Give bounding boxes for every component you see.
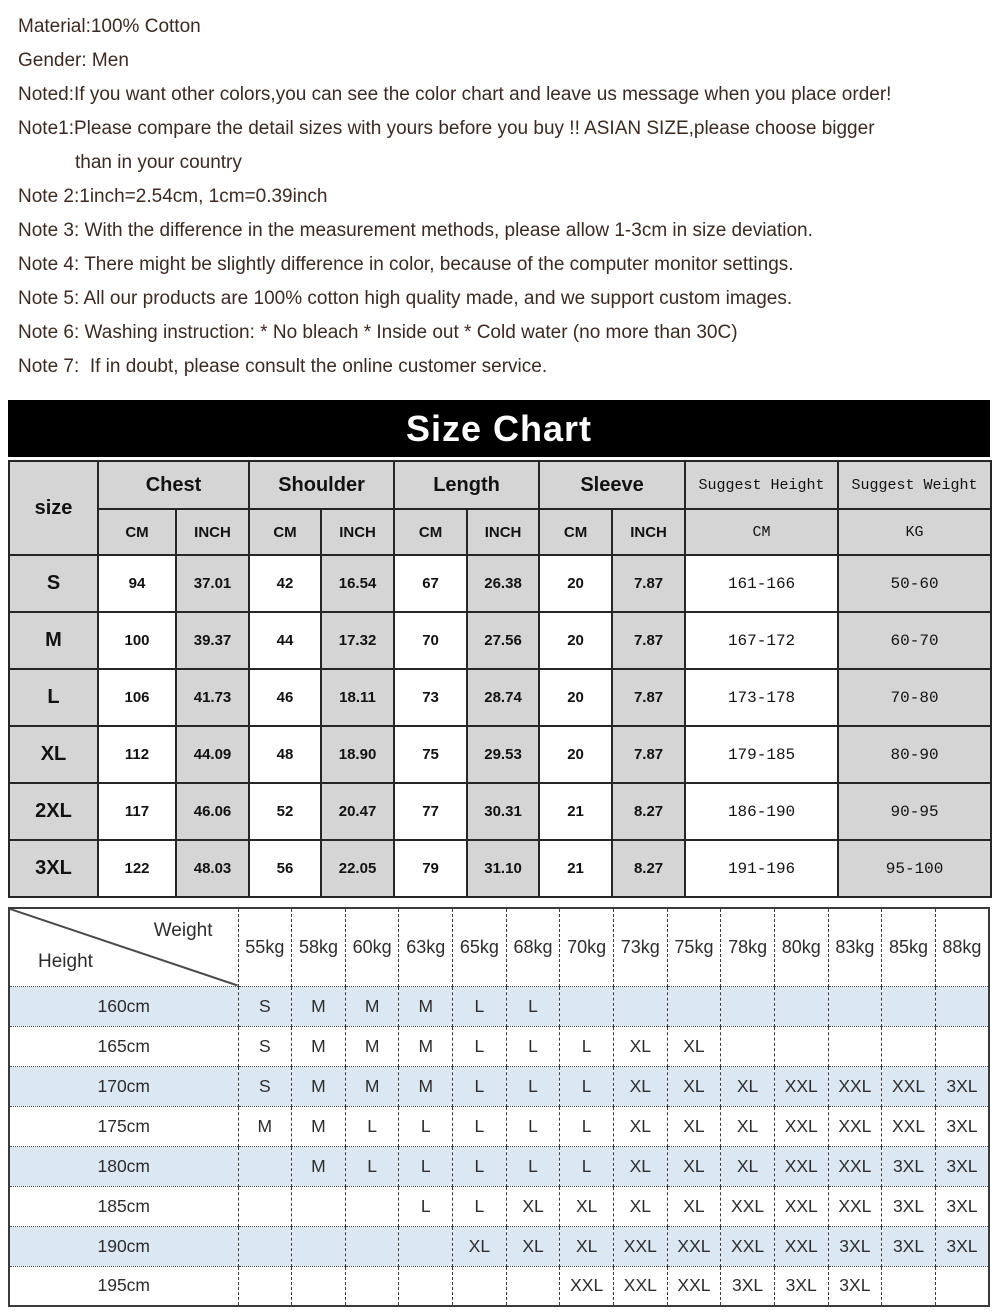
shoulder-inch-header: INCH xyxy=(321,509,394,555)
size-recommendation-cell xyxy=(292,1226,346,1266)
note-1: Note1:Please compare the detail sizes with yours before you buy !! ASIAN SIZE,please choose bigger xyxy=(18,118,875,139)
cm-value-cell: 112 xyxy=(98,726,176,783)
cm-value-cell: 20 xyxy=(539,726,612,783)
size-recommendation-cell xyxy=(238,1186,292,1226)
note-1-continued: than in your country xyxy=(75,152,242,173)
size-recommendation-cell: S xyxy=(238,1066,292,1106)
inch-value-cell: 8.27 xyxy=(612,840,685,897)
suggest-height-cell: 191-196 xyxy=(685,840,838,897)
size-recommendation-cell xyxy=(238,1146,292,1186)
inch-value-cell: 39.37 xyxy=(176,612,249,669)
inch-value-cell: 46.06 xyxy=(176,783,249,840)
size-recommendation-cell: 3XL xyxy=(828,1266,882,1306)
inch-value-cell: 29.53 xyxy=(467,726,539,783)
size-recommendation-cell: XXL xyxy=(882,1066,936,1106)
size-recommendation-cell: XL xyxy=(560,1186,614,1226)
height-weight-row xyxy=(9,1026,989,1066)
height-cell: 195cm xyxy=(9,1266,238,1306)
cm-value-cell: 20 xyxy=(539,612,612,669)
size-recommendation-cell xyxy=(613,986,667,1026)
size-recommendation-cell xyxy=(667,986,721,1026)
weight-header: 83kg xyxy=(828,908,882,986)
size-chart-row xyxy=(9,555,991,612)
size-recommendation-cell: XL xyxy=(613,1026,667,1066)
inch-value-cell: 30.31 xyxy=(467,783,539,840)
weight-header: 55kg xyxy=(238,908,292,986)
size-recommendation-cell: XXL xyxy=(774,1066,828,1106)
size-recommendation-cell xyxy=(882,1026,936,1066)
note-colors: Noted:If you want other colors,you can see the color chart and leave us message when you place order! xyxy=(18,84,892,105)
size-recommendation-cell: 3XL xyxy=(935,1106,989,1146)
size-recommendation-cell: L xyxy=(345,1146,399,1186)
inch-value-cell: 48.03 xyxy=(176,840,249,897)
size-recommendation-cell: L xyxy=(506,1146,560,1186)
size-recommendation-cell: XXL xyxy=(721,1226,775,1266)
height-weight-row xyxy=(9,986,989,1026)
note-4: Note 4: There might be slightly difference in color, because of the computer monitor settings. xyxy=(18,254,794,275)
size-recommendation-cell: XXL xyxy=(828,1186,882,1226)
height-weight-row xyxy=(9,1266,989,1306)
suggest-height-cell: 167-172 xyxy=(685,612,838,669)
weight-header: 78kg xyxy=(721,908,775,986)
height-cell: 165cm xyxy=(9,1026,238,1066)
height-weight-row xyxy=(9,1146,989,1186)
note-6: Note 6: Washing instruction: * No bleach * Inside out * Cold water (no more than 30C) xyxy=(18,322,738,343)
cm-value-cell: 75 xyxy=(394,726,467,783)
size-recommendation-cell: L xyxy=(560,1066,614,1106)
height-weight-body xyxy=(9,986,989,1306)
size-recommendation-cell xyxy=(882,1266,936,1306)
inch-value-cell: 28.74 xyxy=(467,669,539,726)
sleeve-inch-header: INCH xyxy=(612,509,685,555)
height-cell: 180cm xyxy=(9,1146,238,1186)
size-recommendation-cell: XXL xyxy=(667,1266,721,1306)
suggest-weight-cell: 95-100 xyxy=(838,840,991,897)
note-material: Material:100% Cotton xyxy=(18,16,201,37)
size-recommendation-cell: XL xyxy=(721,1146,775,1186)
height-cell: 175cm xyxy=(9,1106,238,1146)
size-recommendation-cell: M xyxy=(292,986,346,1026)
sleeve-header: Sleeve xyxy=(539,461,685,509)
chest-inch-header: INCH xyxy=(176,509,249,555)
inch-value-cell: 7.87 xyxy=(612,726,685,783)
height-cell: 185cm xyxy=(9,1186,238,1226)
cm-value-cell: 70 xyxy=(394,612,467,669)
suggest-height-cell: 173-178 xyxy=(685,669,838,726)
weight-header: 60kg xyxy=(345,908,399,986)
size-chart-row xyxy=(9,612,991,669)
height-weight-row xyxy=(9,1186,989,1226)
weight-header-row xyxy=(9,908,989,986)
size-recommendation-cell: M xyxy=(399,986,453,1026)
cm-value-cell: 20 xyxy=(539,669,612,726)
size-recommendation-cell: L xyxy=(506,1066,560,1106)
weight-header: 85kg xyxy=(882,908,936,986)
size-recommendation-cell xyxy=(345,1226,399,1266)
size-recommendation-cell: L xyxy=(345,1106,399,1146)
inch-value-cell: 37.01 xyxy=(176,555,249,612)
weight-axis-label: Weight xyxy=(153,920,213,941)
size-recommendation-cell: XL xyxy=(506,1226,560,1266)
inch-value-cell: 27.56 xyxy=(467,612,539,669)
size-recommendation-cell xyxy=(935,1266,989,1306)
size-recommendation-cell: L xyxy=(399,1106,453,1146)
size-recommendation-cell: M xyxy=(292,1106,346,1146)
size-recommendation-cell xyxy=(774,1026,828,1066)
size-recommendation-cell: XL xyxy=(506,1186,560,1226)
size-chart-row xyxy=(9,783,991,840)
size-chart-row xyxy=(9,840,991,897)
size-recommendation-cell: L xyxy=(453,1186,507,1226)
weight-header: 65kg xyxy=(453,908,507,986)
weight-header: 70kg xyxy=(560,908,614,986)
suggest-height-cell: 186-190 xyxy=(685,783,838,840)
height-axis-label: Height xyxy=(38,950,93,972)
size-recommendation-cell: XXL xyxy=(774,1106,828,1146)
size-chart-section xyxy=(8,400,990,898)
height-cell: 170cm xyxy=(9,1066,238,1106)
suggest-weight-cell: 70-80 xyxy=(838,669,991,726)
size-recommendation-cell xyxy=(399,1226,453,1266)
size-recommendation-cell: 3XL xyxy=(935,1186,989,1226)
size-chart-row xyxy=(9,726,991,783)
size-recommendation-cell: XXL xyxy=(882,1106,936,1146)
weight-header: 80kg xyxy=(774,908,828,986)
size-recommendation-cell xyxy=(453,1266,507,1306)
size-recommendation-cell: M xyxy=(345,986,399,1026)
size-recommendation-cell: L xyxy=(506,1106,560,1146)
weight-header: 68kg xyxy=(506,908,560,986)
size-cell: S xyxy=(9,555,98,612)
inch-value-cell: 7.87 xyxy=(612,669,685,726)
size-recommendation-cell: M xyxy=(399,1026,453,1066)
size-chart-body xyxy=(9,555,991,897)
cm-value-cell: 67 xyxy=(394,555,467,612)
height-cell: 190cm xyxy=(9,1226,238,1266)
note-3: Note 3: With the difference in the measurement methods, please allow 1-3cm in size deviation. xyxy=(18,220,813,241)
inch-value-cell: 7.87 xyxy=(612,555,685,612)
size-recommendation-cell: M xyxy=(292,1026,346,1066)
suggest-weight-cell: 60-70 xyxy=(838,612,991,669)
size-chart-title: Size Chart xyxy=(405,407,593,449)
size-recommendation-cell xyxy=(292,1186,346,1226)
size-recommendation-cell: XXL xyxy=(774,1226,828,1266)
suggest-height-unit-header: CM xyxy=(685,509,838,555)
size-cell: 2XL xyxy=(9,783,98,840)
cm-value-cell: 46 xyxy=(249,669,321,726)
size-recommendation-cell: XXL xyxy=(828,1106,882,1146)
inch-value-cell: 22.05 xyxy=(321,840,394,897)
size-recommendation-cell: M xyxy=(345,1066,399,1106)
size-recommendation-cell: XL xyxy=(613,1146,667,1186)
inch-value-cell: 26.38 xyxy=(467,555,539,612)
size-recommendation-cell: XL xyxy=(560,1226,614,1266)
size-recommendation-cell xyxy=(399,1266,453,1306)
note-5: Note 5: All our products are 100% cotton high quality made, and we support custom images. xyxy=(18,288,793,309)
size-recommendation-cell: XXL xyxy=(560,1266,614,1306)
cm-value-cell: 48 xyxy=(249,726,321,783)
size-recommendation-cell xyxy=(935,986,989,1026)
size-recommendation-cell: 3XL xyxy=(882,1226,936,1266)
size-recommendation-cell: XL xyxy=(613,1186,667,1226)
size-recommendation-cell xyxy=(506,1266,560,1306)
inch-value-cell: 17.32 xyxy=(321,612,394,669)
size-recommendation-cell: XL xyxy=(667,1106,721,1146)
size-recommendation-cell: L xyxy=(453,1146,507,1186)
size-recommendation-cell: 3XL xyxy=(882,1186,936,1226)
inch-value-cell: 41.73 xyxy=(176,669,249,726)
weight-header: 63kg xyxy=(399,908,453,986)
size-recommendation-cell: 3XL xyxy=(935,1226,989,1266)
size-recommendation-cell: XXL xyxy=(613,1226,667,1266)
weight-header: 88kg xyxy=(935,908,989,986)
inch-value-cell: 16.54 xyxy=(321,555,394,612)
size-column-header: size xyxy=(9,461,98,555)
inch-value-cell: 31.10 xyxy=(467,840,539,897)
product-notes xyxy=(0,0,1000,384)
size-recommendation-cell xyxy=(882,986,936,1026)
sleeve-cm-header: CM xyxy=(539,509,612,555)
size-recommendation-cell: XL xyxy=(667,1146,721,1186)
size-recommendation-cell: XXL xyxy=(613,1266,667,1306)
cm-value-cell: 44 xyxy=(249,612,321,669)
size-chart-row xyxy=(9,669,991,726)
size-recommendation-cell: XXL xyxy=(828,1066,882,1106)
size-recommendation-cell: M xyxy=(292,1146,346,1186)
size-recommendation-cell: L xyxy=(453,986,507,1026)
size-recommendation-cell: XXL xyxy=(774,1146,828,1186)
inch-value-cell: 7.87 xyxy=(612,612,685,669)
suggest-weight-unit-header: KG xyxy=(838,509,991,555)
size-recommendation-cell xyxy=(828,986,882,1026)
length-header: Length xyxy=(394,461,539,509)
size-recommendation-cell: M xyxy=(399,1066,453,1106)
size-recommendation-cell: L xyxy=(399,1146,453,1186)
weight-header: 73kg xyxy=(613,908,667,986)
inch-value-cell: 20.47 xyxy=(321,783,394,840)
suggest-height-cell: 179-185 xyxy=(685,726,838,783)
size-recommendation-cell xyxy=(560,986,614,1026)
inch-value-cell: 18.11 xyxy=(321,669,394,726)
size-recommendation-cell: L xyxy=(453,1106,507,1146)
size-chart-table xyxy=(8,460,992,898)
suggest-weight-cell: 80-90 xyxy=(838,726,991,783)
cm-value-cell: 56 xyxy=(249,840,321,897)
size-recommendation-cell: L xyxy=(560,1146,614,1186)
size-recommendation-cell: XXL xyxy=(828,1146,882,1186)
cm-value-cell: 117 xyxy=(98,783,176,840)
size-cell: L xyxy=(9,669,98,726)
inch-value-cell: 8.27 xyxy=(612,783,685,840)
size-cell: 3XL xyxy=(9,840,98,897)
size-cell: XL xyxy=(9,726,98,783)
size-recommendation-cell xyxy=(774,986,828,1026)
height-weight-row xyxy=(9,1106,989,1146)
cm-value-cell: 52 xyxy=(249,783,321,840)
size-recommendation-cell: L xyxy=(560,1026,614,1066)
chest-header: Chest xyxy=(98,461,249,509)
size-recommendation-cell: XL xyxy=(613,1066,667,1106)
height-weight-corner xyxy=(9,908,238,986)
cm-value-cell: 94 xyxy=(98,555,176,612)
inch-value-cell: 44.09 xyxy=(176,726,249,783)
cm-value-cell: 79 xyxy=(394,840,467,897)
length-cm-header: CM xyxy=(394,509,467,555)
height-weight-row xyxy=(9,1226,989,1266)
size-recommendation-cell xyxy=(721,1026,775,1066)
chest-cm-header: CM xyxy=(98,509,176,555)
height-weight-table xyxy=(8,907,990,1307)
weight-header: 75kg xyxy=(667,908,721,986)
size-recommendation-cell: L xyxy=(453,1066,507,1106)
cm-value-cell: 122 xyxy=(98,840,176,897)
inch-value-cell: 18.90 xyxy=(321,726,394,783)
size-recommendation-cell: M xyxy=(292,1066,346,1106)
size-recommendation-cell: M xyxy=(238,1106,292,1146)
size-recommendation-cell: 3XL xyxy=(882,1146,936,1186)
size-recommendation-cell: S xyxy=(238,986,292,1026)
size-recommendation-cell xyxy=(345,1186,399,1226)
size-recommendation-cell: XXL xyxy=(667,1226,721,1266)
height-cell: 160cm xyxy=(9,986,238,1026)
cm-value-cell: 21 xyxy=(539,840,612,897)
note-2: Note 2:1inch=2.54cm, 1cm=0.39inch xyxy=(18,186,328,207)
weight-header: 58kg xyxy=(292,908,346,986)
size-recommendation-cell: XL xyxy=(613,1106,667,1146)
size-recommendation-cell xyxy=(238,1266,292,1306)
size-recommendation-cell: L xyxy=(506,986,560,1026)
size-cell: M xyxy=(9,612,98,669)
size-recommendation-cell xyxy=(935,1026,989,1066)
suggest-weight-cell: 90-95 xyxy=(838,783,991,840)
size-recommendation-cell: L xyxy=(506,1026,560,1066)
shoulder-cm-header: CM xyxy=(249,509,321,555)
suggest-weight-header: Suggest Weight xyxy=(838,461,991,509)
cm-value-cell: 42 xyxy=(249,555,321,612)
size-recommendation-cell: L xyxy=(399,1186,453,1226)
size-recommendation-cell xyxy=(828,1026,882,1066)
suggest-height-header: Suggest Height xyxy=(685,461,838,509)
height-weight-row xyxy=(9,1066,989,1106)
size-recommendation-cell: XL xyxy=(453,1226,507,1266)
size-recommendation-cell xyxy=(292,1266,346,1306)
size-recommendation-cell: XL xyxy=(667,1186,721,1226)
size-recommendation-cell xyxy=(238,1226,292,1266)
size-recommendation-cell: 3XL xyxy=(721,1266,775,1306)
size-recommendation-cell: L xyxy=(560,1106,614,1146)
note-7: Note 7: If in doubt, please consult the online customer service. xyxy=(18,356,548,377)
size-recommendation-cell: 3XL xyxy=(935,1146,989,1186)
size-recommendation-cell: XL xyxy=(721,1066,775,1106)
size-recommendation-cell xyxy=(721,986,775,1026)
cm-value-cell: 73 xyxy=(394,669,467,726)
cm-value-cell: 77 xyxy=(394,783,467,840)
cm-value-cell: 20 xyxy=(539,555,612,612)
size-recommendation-cell: 3XL xyxy=(828,1226,882,1266)
suggest-height-cell: 161-166 xyxy=(685,555,838,612)
size-recommendation-cell: XXL xyxy=(774,1186,828,1226)
size-recommendation-cell: L xyxy=(453,1026,507,1066)
length-inch-header: INCH xyxy=(467,509,539,555)
size-recommendation-cell xyxy=(345,1266,399,1306)
cm-value-cell: 100 xyxy=(98,612,176,669)
shoulder-header: Shoulder xyxy=(249,461,394,509)
size-recommendation-cell: XL xyxy=(667,1026,721,1066)
size-recommendation-cell: 3XL xyxy=(774,1266,828,1306)
size-recommendation-cell: M xyxy=(345,1026,399,1066)
size-recommendation-cell: XL xyxy=(721,1106,775,1146)
size-recommendation-cell: S xyxy=(238,1026,292,1066)
size-recommendation-cell: 3XL xyxy=(935,1066,989,1106)
note-gender: Gender: Men xyxy=(18,50,129,71)
size-recommendation-cell: XXL xyxy=(721,1186,775,1226)
suggest-weight-cell: 50-60 xyxy=(838,555,991,612)
size-recommendation-cell: XL xyxy=(667,1066,721,1106)
size-chart-banner xyxy=(8,400,990,457)
cm-value-cell: 106 xyxy=(98,669,176,726)
cm-value-cell: 21 xyxy=(539,783,612,840)
